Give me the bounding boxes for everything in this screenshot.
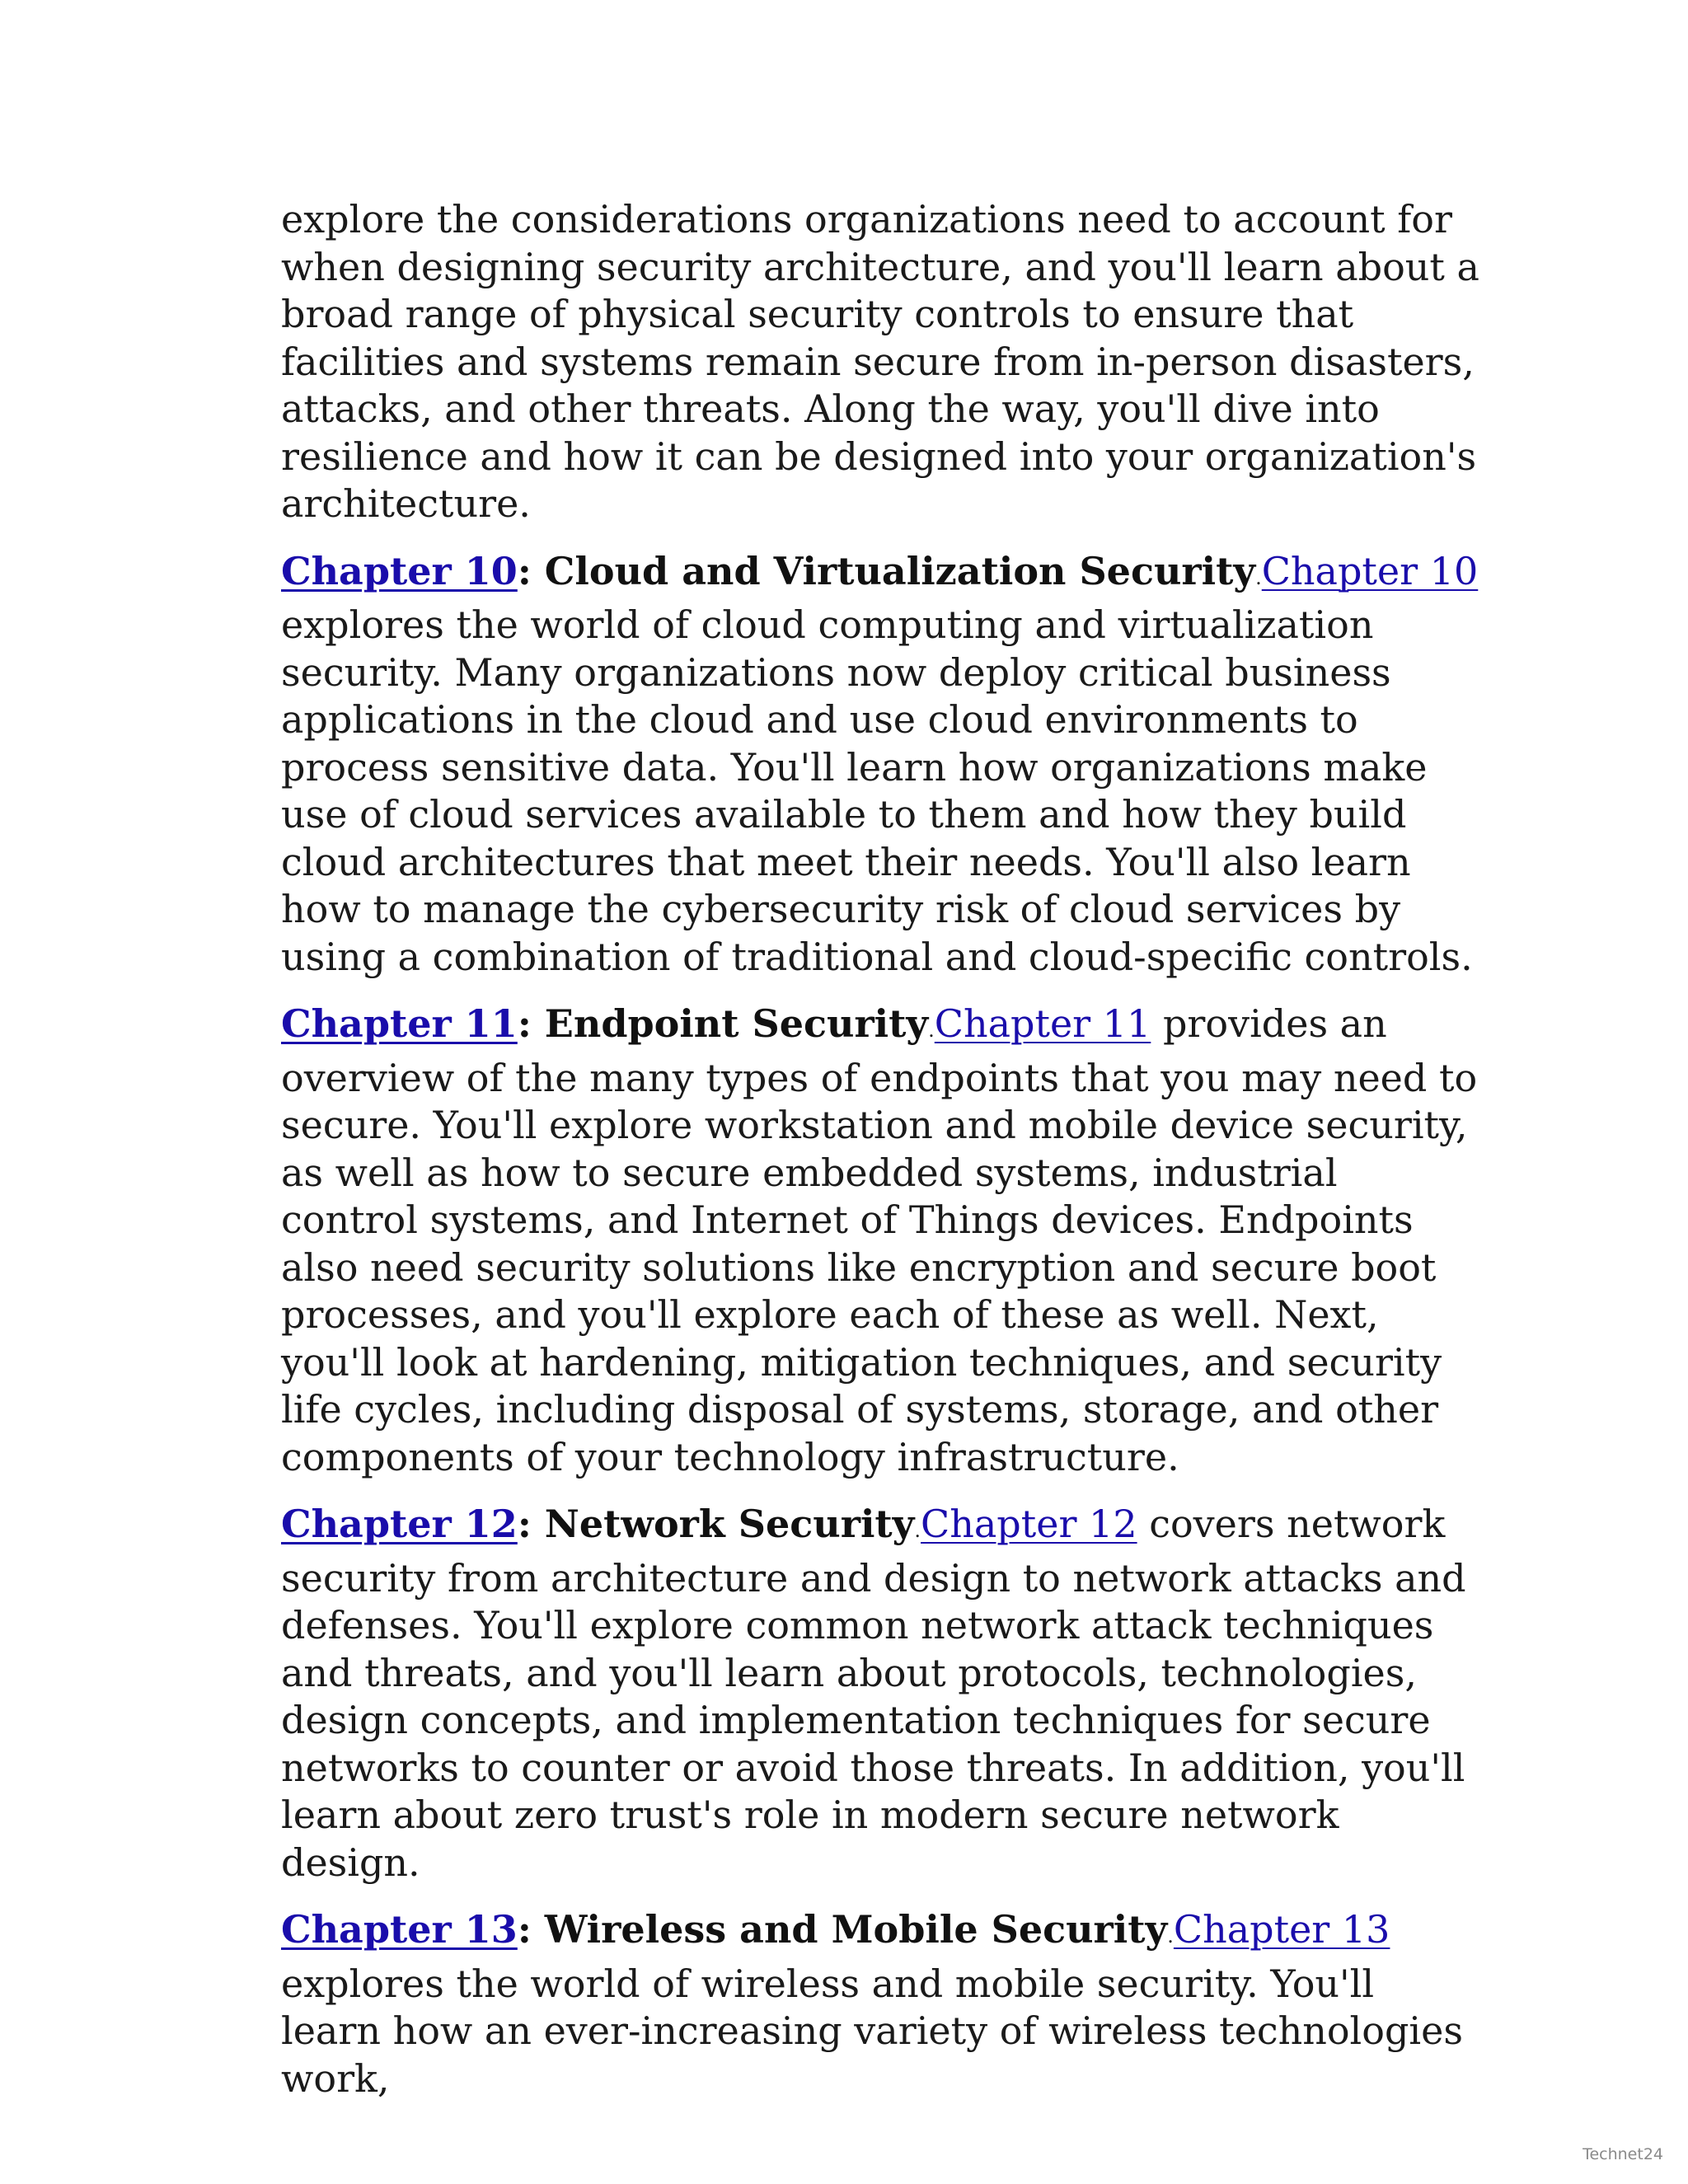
chapter-13-separator: . bbox=[1167, 1924, 1174, 1947]
chapter-12-description: covers network security from architecture and design to network attacks and defenses. You'll explore common network attack techniques and threats, and you'll learn about protocols, technologies, design concepts, and implementation techniques for secure networks to counter or avoid those threats. In addition, you'll learn about zero trust's role in modern secure network design. bbox=[281, 1502, 1466, 1885]
chapter-11-paragraph bbox=[281, 1001, 1480, 1481]
chapter-11-description: provides an overview of the many types of endpoints that you may need to secure. You'll explore workstation and mobile device security, as well as how to secure embedded systems, industrial control systems, and Internet of Things devices. Endpoints also need security solutions like encryption and secure boot processes, and you'll explore each of these as well. Next, you'll look at hardening, mitigation techniques, and security life cycles, including disposal of systems, storage, and other components of your technology infrastructure. bbox=[281, 1001, 1478, 1479]
chapter-10-reference-link[interactable]: Chapter 10 bbox=[1261, 548, 1479, 593]
chapter-12-paragraph bbox=[281, 1501, 1480, 1886]
chapter-12-link[interactable]: Chapter 12 bbox=[281, 1502, 518, 1546]
chapter-13-description: explores the world of wireless and mobile security. You'll learn how an ever-increasing variety of wireless technologies work, bbox=[281, 1961, 1463, 2101]
chapter-10-title: : Cloud and Virtualization Security bbox=[517, 548, 1256, 593]
watermark-label: Technet24 bbox=[1582, 2145, 1663, 2163]
chapter-13-paragraph bbox=[281, 1906, 1480, 2102]
chapter-13-title: : Wireless and Mobile Security bbox=[517, 1907, 1168, 1952]
chapter-11-reference-link[interactable]: Chapter 11 bbox=[934, 1001, 1151, 1046]
chapter-10-separator: . bbox=[1255, 565, 1262, 589]
chapter-12-title: : Network Security bbox=[517, 1502, 915, 1546]
page-content bbox=[281, 196, 1480, 2122]
chapter-11-separator: . bbox=[928, 1019, 935, 1042]
intro-paragraph-text: explore the considerations organizations need to account for when designing security architecture, and you'll learn about a broad range of physical security controls to ensure that facilities and systems remain secure from in-person disasters, attacks, and other threats. Along the way, you'll dive into resilience and how it can be designed into your organization's architecture. bbox=[281, 197, 1479, 526]
chapter-13-link[interactable]: Chapter 13 bbox=[281, 1907, 518, 1952]
chapter-11-title: : Endpoint Security bbox=[517, 1001, 929, 1046]
chapter-10-link[interactable]: Chapter 10 bbox=[281, 548, 518, 593]
chapter-12-separator: . bbox=[914, 1519, 921, 1542]
chapter-10-description: explores the world of cloud computing and virtualization security. Many organizations now deploy critical business applications in the cloud and use cloud environments to process sensitive data. You'll learn how organizations make use of cloud services available to them and how they build cloud architectures that meet their needs. You'll also learn how to manage the cybersecurity risk of cloud services by using a combination of traditional and cloud-specific controls. bbox=[281, 602, 1473, 979]
intro-paragraph bbox=[281, 196, 1480, 528]
chapter-13-reference-link[interactable]: Chapter 13 bbox=[1173, 1907, 1390, 1952]
chapter-10-paragraph bbox=[281, 548, 1480, 982]
chapter-11-link[interactable]: Chapter 11 bbox=[281, 1001, 518, 1046]
chapter-12-reference-link[interactable]: Chapter 12 bbox=[921, 1502, 1137, 1546]
